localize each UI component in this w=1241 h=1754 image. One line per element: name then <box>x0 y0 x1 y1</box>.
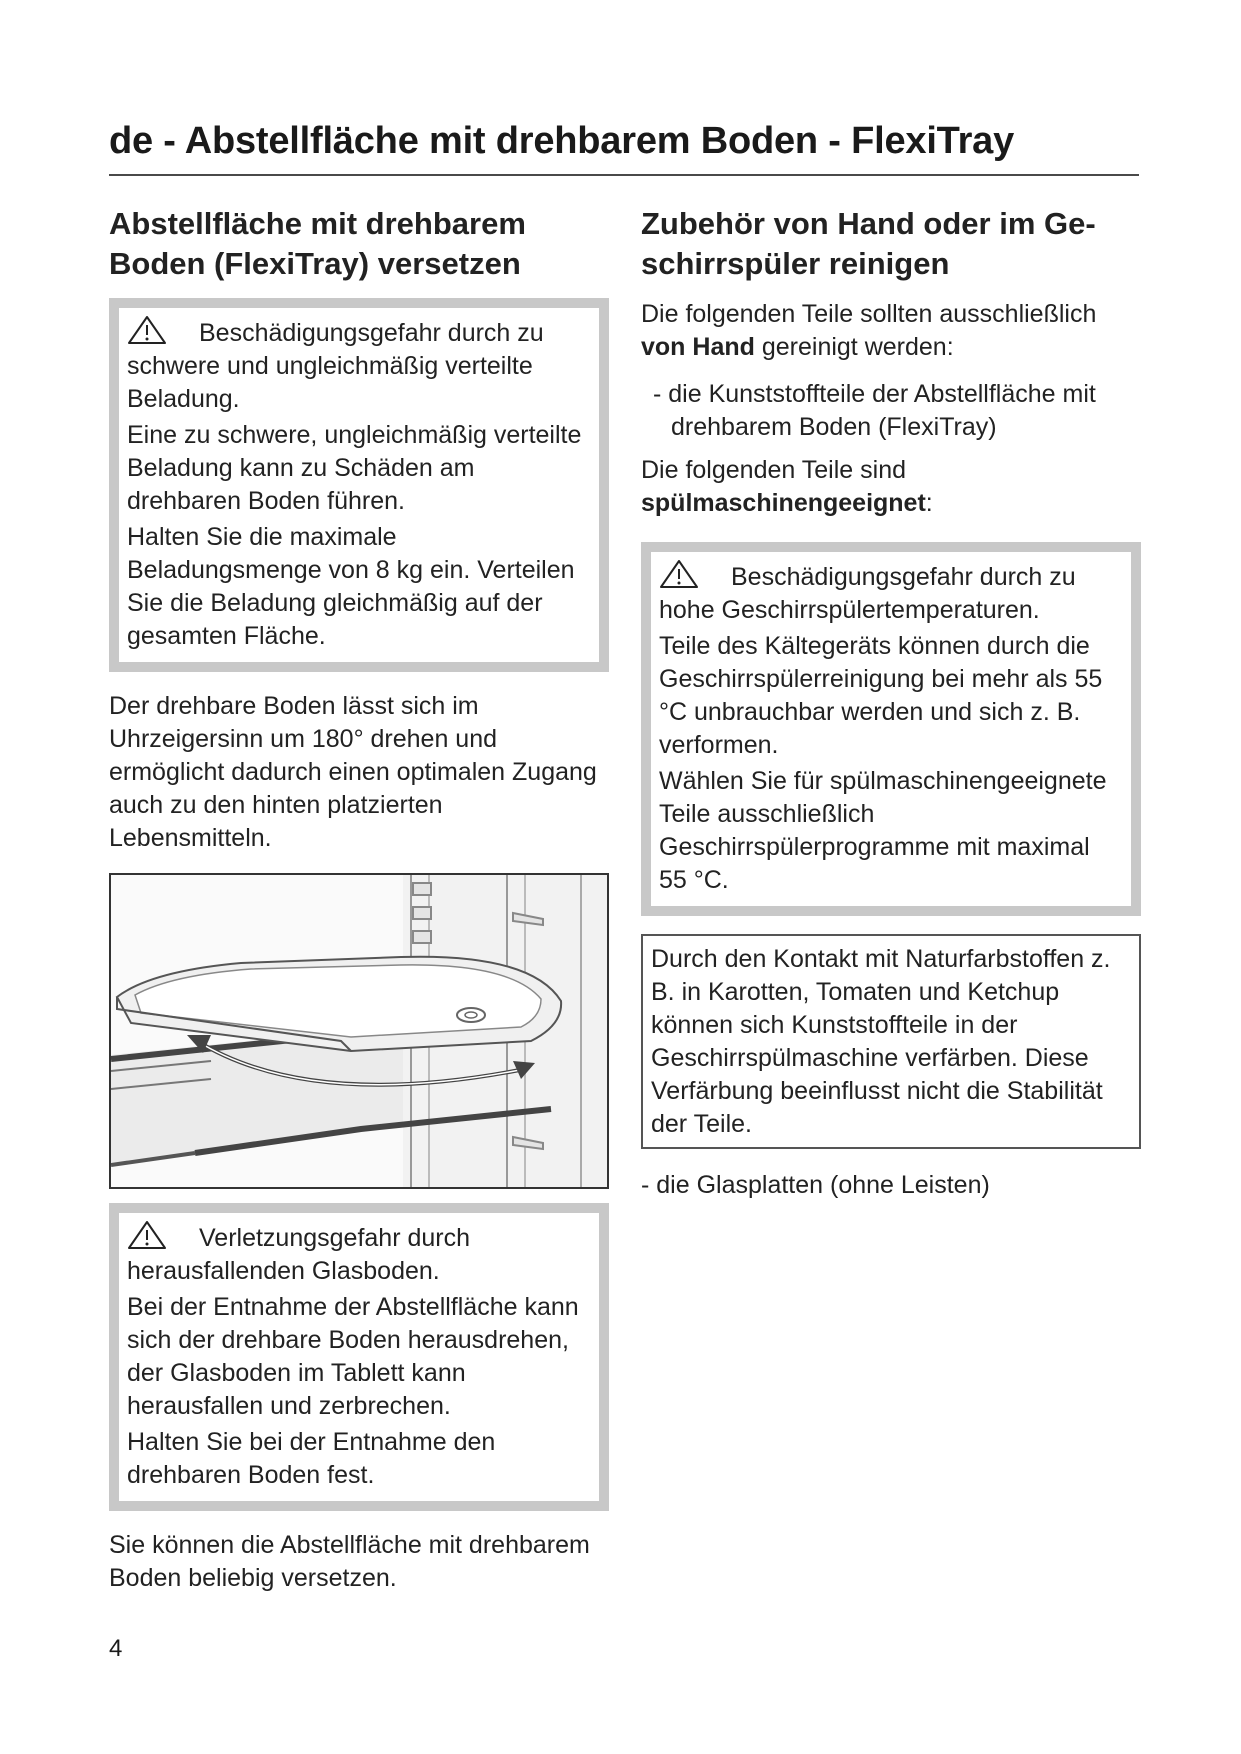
right-heading-line1: Zubehör von Hand oder im Ge- <box>641 206 1096 241</box>
warning-box-glass <box>109 1203 609 1511</box>
left-heading <box>109 204 609 284</box>
flexitray-drawing <box>111 875 607 1187</box>
warning-glass-body2: Halten Sie bei der Entnahme den drehbaren Boden fest. <box>127 1428 496 1489</box>
dishwasher-intro: Die folgenden Teile sind spülmaschinengeeignet: <box>641 456 933 517</box>
warning-load-body2: Halten Sie die maximale Beladungsmenge von 8 kg ein. Verteilen Sie die Beladung gleichmäßig auf der gesamten Fläche. <box>127 523 575 650</box>
page-title: de - Abstellfläche mit drehbarem Boden - FlexiTray <box>109 120 1015 162</box>
warning-box-temperature <box>641 542 1141 916</box>
page-number: 4 <box>109 1635 123 1662</box>
warning-triangle-icon <box>127 315 167 345</box>
hand-wash-intro: Die folgenden Teile sollten ausschließlich von Hand gereinigt werden: <box>641 300 1097 361</box>
note-box-discoloration <box>641 934 1141 1149</box>
left-heading-line2: Boden (FlexiTray) versetzen <box>109 246 521 281</box>
relocate-paragraph: Sie können die Abstellfläche mit drehbarem Boden beliebig versetzen. <box>109 1531 590 1592</box>
warning-triangle-icon <box>127 1220 167 1250</box>
right-column <box>641 204 1141 1202</box>
warning-temp-body2: Wählen Sie für spülmaschinengeeignete Teile ausschließlich Geschirrspülerprogramme mit maximal 55 °C. <box>659 767 1107 894</box>
warning-glass-body1: Bei der Entnahme der Abstellfläche kann sich der drehbare Boden herausdrehen, der Glasboden im Tablett kann herausfallen und zerbrechen. <box>127 1293 579 1420</box>
warning-triangle-icon <box>659 559 699 589</box>
title-divider <box>109 174 1139 176</box>
right-heading <box>641 204 1141 284</box>
left-column <box>109 204 609 1595</box>
warning-glass-title: Verletzungsgefahr durch herausfallenden Glasboden. <box>127 1224 471 1285</box>
flexitray-illustration <box>109 873 609 1189</box>
hand-wash-item: - die Kunststoffteile der Abstellfläche mit drehbarem Boden (FlexiTray) <box>653 380 1096 441</box>
warning-box-load <box>109 298 609 672</box>
rotation-paragraph: Der drehbare Boden lässt sich im Uhrzeigersinn um 180° drehen und ermöglicht dadurch einen optimalen Zugang auch zu den hinten platzierten Lebensmitteln. <box>109 692 597 852</box>
right-heading-line2: schirrspüler reinigen <box>641 246 950 281</box>
warning-load-title: Beschädigungsgefahr durch zu schwere und ungleichmäßig verteilte Beladung. <box>127 319 544 413</box>
warning-load-body1: Eine zu schwere, ungleichmäßig verteilte Beladung kann zu Schäden am drehbaren Boden führen. <box>127 421 582 515</box>
note-discoloration-text: Durch den Kontakt mit Naturfarbstoffen z. B. in Karotten, Tomaten und Ketchup können sich Kunststoffteile in der Geschirrspülmaschine verfärben. Diese Verfärbung beeinflusst nicht die Stabilität der Teile. <box>651 945 1111 1138</box>
left-heading-line1: Abstellfläche mit drehbarem <box>109 206 526 241</box>
warning-temp-title: Beschädigungsgefahr durch zu hohe Geschirrspülertemperaturen. <box>659 563 1076 624</box>
warning-temp-body1: Teile des Kältegeräts können durch die Geschirrspülerreinigung bei mehr als 55 °C unbrauchbar werden und sich z. B. verformen. <box>659 632 1103 759</box>
dishwasher-item: - die Glasplatten (ohne Leisten) <box>641 1171 990 1199</box>
